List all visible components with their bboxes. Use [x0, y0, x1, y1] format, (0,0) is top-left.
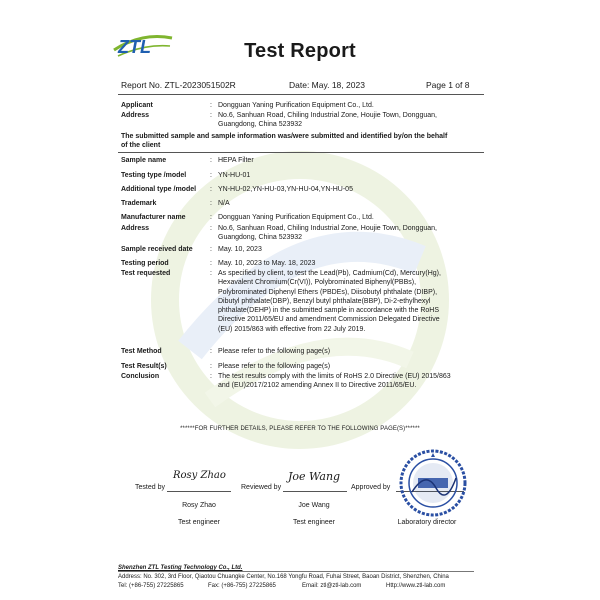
test-requested-value — [218, 269, 488, 334]
report-date: Date: May. 18, 2023 — [289, 80, 365, 90]
applicant-value: Dongguan Yaning Purification Equipment Co., Ltd. — [218, 102, 374, 109]
report-number: Report No. ZTL-2023051502R — [121, 80, 236, 90]
requested-line: Dibutyl phthalate(DBP), Benzyl butyl phthalate(BBP), Di-2-ethylhexyl — [218, 297, 431, 305]
tester-signature-line — [167, 491, 231, 492]
colon: : — [210, 363, 212, 370]
address-line: No.6, Sanhuan Road, Chiling Industrial Zone, Houjie Town, Dongguan, — [218, 225, 437, 232]
colon: : — [210, 186, 212, 193]
colon: : — [210, 260, 212, 267]
received-date-value: May. 10, 2023 — [218, 246, 262, 253]
applicant-label: Applicant — [121, 102, 153, 109]
address-value — [218, 111, 488, 130]
colon: : — [210, 270, 212, 277]
statement-line: The submitted sample and sample information was/were submitted and identified by/on the behalf — [121, 133, 448, 140]
testing-seal-stamp — [398, 448, 468, 518]
reviewer-signature-line — [283, 491, 347, 492]
section-divider — [118, 152, 484, 153]
requested-line: Hexavalent Chromium(Cr(VI)), Polybrominated Biphenyl(PBBs), — [218, 279, 417, 287]
conclusion-line: and (EU)2017/2102 amending Annex II to Directive 2011/65/EU. — [218, 382, 417, 390]
colon: : — [210, 172, 212, 179]
testing-period-label: Testing period — [121, 260, 169, 267]
footer-address: Address: No. 302, 3rd Floor, Qiaotou Chuangke Center, No.168 Yongfu Road, Fuhai Street, Baoan District, Shenzhen, China — [118, 574, 449, 580]
colon: : — [210, 200, 212, 207]
reviewer-handwritten-signature: Joe Wang — [288, 470, 341, 483]
requested-line: (EU) 2015/863 with effective from 22 July 2019. — [218, 325, 366, 333]
additional-type-label: Additional type /model — [121, 186, 197, 193]
tested-by-label: Tested by — [135, 484, 165, 491]
tester-name: Rosy Zhao — [182, 502, 216, 509]
additional-type-value: YN-HU-02,YN-HU-03,YN-HU-04,YN-HU-05 — [218, 186, 353, 193]
colon: : — [210, 112, 212, 119]
header-divider — [118, 94, 484, 95]
page-title: Test Report — [244, 40, 356, 62]
conclusion-value — [218, 372, 488, 391]
colon: : — [210, 214, 212, 221]
address-line: Guangdong, China 523932 — [218, 121, 303, 129]
test-results-label: Test Result(s) — [121, 363, 167, 370]
colon: : — [210, 225, 212, 232]
footer-contact — [118, 582, 498, 590]
test-method-value: Please refer to the following page(s) — [218, 348, 331, 355]
testing-type-label: Testing type /model — [121, 172, 187, 179]
manufacturer-label: Manufacturer name — [121, 214, 186, 221]
address-label: Address — [121, 112, 150, 119]
test-requested-label: Test requested — [121, 270, 171, 277]
test-method-label: Test Method — [121, 348, 162, 355]
requested-line: Polybrominated Diphenyl Ethers (PBDEs), Diisobutyl phthalate (DIBP), — [218, 288, 438, 296]
testing-type-value: YN-HU-01 — [218, 172, 251, 179]
footer-tel: Tel: (+86-755) 27225865 — [118, 583, 184, 589]
conclusion-label: Conclusion — [121, 373, 160, 380]
reviewed-by-label: Reviewed by — [241, 484, 282, 491]
received-date-label: Sample received date — [121, 246, 193, 253]
colon: : — [210, 348, 212, 355]
footer-divider — [118, 571, 474, 572]
statement-line: of the client — [121, 142, 161, 150]
further-details-note: ******FOR FURTHER DETAILS, PLEASE REFER TO THE FOLLOWING PAGE(S)****** — [180, 426, 420, 432]
manufacturer-value: Dongguan Yaning Purification Equipment Co., Ltd. — [218, 214, 374, 221]
footer-fax: Fax: (+86-755) 27225865 — [208, 583, 276, 589]
colon: : — [210, 246, 212, 253]
test-results-value: Please refer to the following page(s) — [218, 363, 331, 370]
testing-period-value: May. 10, 2023 to May. 18, 2023 — [218, 260, 316, 267]
page-number: Page 1 of 8 — [426, 80, 470, 90]
tester-handwritten-signature: Rosy Zhao — [173, 470, 226, 481]
trademark-label: Trademark — [121, 200, 157, 207]
approver-title: Laboratory director — [397, 519, 457, 526]
approved-by-label: Approved by — [351, 484, 391, 491]
footer-email: Email: ztl@ztl-lab.com — [302, 583, 362, 589]
requested-line: phthalate(DEHP) in the submitted sample in accordance with the RoHS — [218, 307, 439, 315]
colon: : — [210, 157, 212, 164]
address-line: Guangdong, China 523932 — [218, 234, 303, 242]
colon: : — [210, 373, 212, 380]
trademark-value: N/A — [218, 200, 230, 207]
company-name: Shenzhen ZTL Testing Technology Co., Ltd. — [118, 565, 243, 571]
tester-title: Test engineer — [177, 519, 221, 526]
footer-website[interactable]: Http://www.ztl-lab.com — [386, 583, 446, 589]
sample-name-label: Sample name — [121, 157, 167, 164]
reviewer-title: Test engineer — [292, 519, 336, 526]
submission-statement — [121, 132, 486, 151]
colon: : — [210, 102, 212, 109]
requested-line: Directive 2011/65/EU and amendment Commission Delegated Directive — [218, 316, 440, 324]
address-line: No.6, Sanhuan Road, Chiling Industrial Zone, Houjie Town, Dongguan, — [218, 112, 437, 119]
conclusion-line: The test results comply with the limits of RoHS 2.0 Directive (EU) 2015/863 — [218, 373, 451, 380]
requested-line: As specified by client, to test the Lead(Pb), Cadmium(Cd), Mercury(Hg), — [218, 270, 441, 277]
logo-text: ZTL — [118, 37, 151, 57]
address-value — [218, 224, 488, 243]
reviewer-name: Joe Wang — [298, 502, 330, 509]
sample-name-value: HEPA Filter — [218, 157, 254, 164]
address-label: Address — [121, 225, 150, 232]
